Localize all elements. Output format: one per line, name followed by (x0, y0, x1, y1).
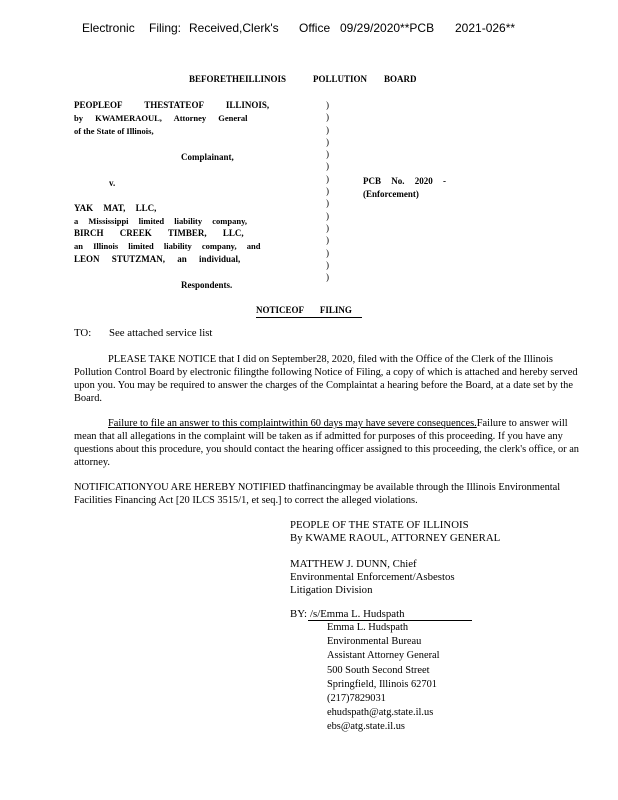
sig-by-label: BY: (290, 608, 308, 620)
pcb-type: (Enforcement) (363, 189, 419, 199)
plaintiff-line-1: PEOPLEOF THESTATEOF ILLINOIS, (74, 100, 270, 110)
caption-parens: ) ) ) ) ) ) ) ) ) ) ) ) ) ) ) (326, 100, 329, 283)
header-case-number: 2021-026** (455, 21, 516, 35)
sig-division-2: Litigation Division (290, 584, 373, 596)
contact-phone: (217)7829031 (327, 693, 386, 705)
pcb-number: PCB No. 2020 - (363, 176, 446, 186)
title-before: BEFORETHEILLINOIS (189, 74, 287, 84)
defendant-line-4: an Illinois limited liability company, and (74, 241, 261, 251)
plaintiff-line-2: by KWAMERAOUL, Attorney General (74, 113, 248, 123)
contact-name: Emma L. Hudspath (327, 622, 409, 633)
sig-people: PEOPLE OF THE STATE OF ILLINOIS (290, 519, 469, 531)
defendant-line-2: a Mississippi limited liability company, (74, 216, 247, 226)
notice-title-underline (256, 317, 362, 318)
contact-city: Springfield, Illinois 62701 (327, 678, 437, 690)
contact-street: 500 South Second Street (327, 664, 430, 676)
header-office: Office (299, 21, 331, 35)
contact-email-2: ebs@atg.state.il.us (327, 721, 405, 733)
header-filing: Filing: (149, 21, 182, 35)
warning-underlined: Failure to file an answer to this complaintwithin 60 days may have severe consequences. (108, 418, 477, 429)
title-board: BOARD (384, 74, 417, 84)
warning-rest: Failure to answer will mean that all allegations in the complaint will be taken as if admitted for purposes of this proceeding. If you have any questions about this procedure, you should contact the hearing officer assigned to this proceeding, the clerk's office, or an attorney. (74, 418, 580, 468)
to-value: See attached service list (109, 327, 213, 339)
sig-chief: MATTHEW J. DUNN, Chief (290, 558, 417, 570)
contact-block (327, 621, 440, 735)
plaintiff-line-3: of the State of Illinois, (74, 126, 154, 136)
respondents-label: Respondents. (181, 280, 233, 290)
versus-label: v. (109, 178, 116, 188)
defendant-line-3: BIRCH CREEK TIMBER, LLC, (74, 228, 244, 238)
contact-title: Assistant Attorney General (327, 650, 440, 662)
header-received: Received,Clerk's (189, 21, 279, 35)
defendant-line-1: YAK MAT, LLC, (74, 203, 157, 213)
sig-by-ag: By KWAME RAOUL, ATTORNEY GENERAL (290, 532, 501, 544)
header-electronic: Electronic (82, 21, 135, 35)
notice-paragraph-2 (74, 417, 584, 469)
to-label: TO: (74, 327, 92, 339)
notice-paragraph-1: PLEASE TAKE NOTICE that I did on September28, 2020, filed with the Office of the Clerk of the Illinois Pollution Control Board by electronic filingthe following Notice of Filing, a copy of which is attached and hereby served upon you. You may be required to answer the charges of the Complaintat a hearing before the Board, at a date set by the Board. (74, 354, 578, 404)
header-date: 09/29/2020**PCB (340, 21, 435, 35)
sig-signed-name: /s/Emma L. Hudspath (310, 608, 405, 620)
notice-title: NOTICEOF FILING (256, 305, 352, 315)
title-pollution: POLLUTION (313, 74, 368, 84)
defendant-line-5: LEON STUTZMAN, an individual, (74, 254, 241, 264)
complainant-label: Complainant, (181, 152, 234, 162)
contact-email-1: ehudspath@atg.state.il.us (327, 707, 434, 719)
sig-division-1: Environmental Enforcement/Asbestos (290, 571, 455, 583)
notice-paragraph-3: NOTIFICATIONYOU ARE HEREBY NOTIFIED thatfinancingmay be available through the Illinois Environmental Facilities Financing Act [20 ILCS 3515/1, et seq.] to correct the alleged violations. (74, 482, 561, 506)
contact-bureau: Environmental Bureau (327, 636, 422, 648)
